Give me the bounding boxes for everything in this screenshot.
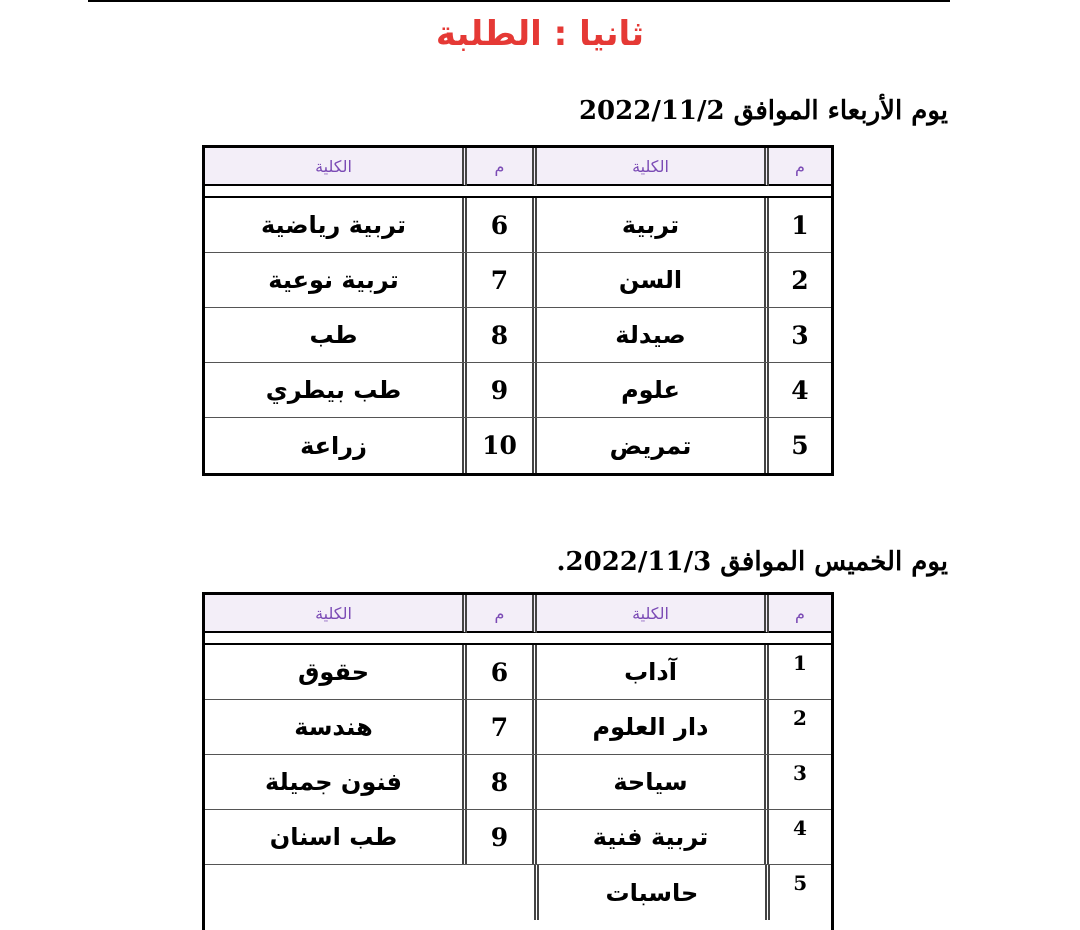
number-cell: 5 (791, 431, 809, 460)
college-cell: طب بيطري (205, 363, 467, 417)
number-cell: 10 (467, 418, 537, 473)
college-cell: سياحة (537, 755, 769, 809)
day1-heading: يوم الأربعاء الموافق 2022/11/2 (578, 96, 948, 126)
table-row (205, 865, 831, 920)
header-college-left: الكلية (205, 595, 467, 633)
college-cell: حاسبات (539, 865, 769, 920)
header-college-right: الكلية (537, 148, 769, 186)
header-m-left: م (467, 148, 537, 186)
table-row (205, 363, 831, 418)
header-college-right: الكلية (537, 595, 769, 633)
college-cell: تربية (537, 198, 769, 252)
number-cell: 3 (793, 761, 807, 785)
college-cell: فنون جميلة (205, 755, 467, 809)
table-row (205, 645, 831, 700)
number-cell: 6 (467, 645, 537, 699)
table-row (205, 198, 831, 253)
college-cell: طب اسنان (205, 810, 467, 864)
table-day2 (202, 592, 834, 930)
college-cell: تربية نوعية (205, 253, 467, 307)
college-cell: السن (537, 253, 769, 307)
college-cell: تربية رياضية (205, 198, 467, 252)
number-cell: 7 (467, 700, 537, 754)
header-m-right: م (769, 148, 831, 186)
number-cell: 6 (467, 198, 537, 252)
number-cell: 1 (793, 651, 807, 675)
college-cell: طب (205, 308, 467, 362)
table-row (205, 700, 831, 755)
college-cell: هندسة (205, 700, 467, 754)
table-day1 (202, 145, 834, 476)
number-cell: 8 (467, 308, 537, 362)
table-row (205, 308, 831, 363)
empty-merged-cell (205, 865, 539, 920)
header-m-right: م (769, 595, 831, 633)
college-cell: تمريض (537, 418, 769, 473)
college-cell: علوم (537, 363, 769, 417)
table-row (205, 253, 831, 308)
college-cell: زراعة (205, 418, 467, 473)
number-cell: 2 (793, 706, 807, 730)
number-cell: 4 (791, 375, 809, 405)
day2-heading: يوم الخميس الموافق 2022/11/3. (556, 547, 948, 577)
top-rule (88, 0, 950, 2)
table-header (205, 595, 831, 645)
table-header (205, 148, 831, 198)
table-row (205, 755, 831, 810)
college-cell: آداب (537, 645, 769, 699)
college-cell: تربية فنية (537, 810, 769, 864)
college-cell: حقوق (205, 645, 467, 699)
college-cell: دار العلوم (537, 700, 769, 754)
number-cell: 4 (793, 816, 807, 840)
number-cell: 2 (791, 265, 809, 295)
number-cell: 9 (467, 810, 537, 864)
header-college-left: الكلية (205, 148, 467, 186)
number-cell: 8 (467, 755, 537, 809)
section-title: ثانيا : الطلبة (435, 14, 645, 54)
number-cell: 5 (793, 871, 808, 895)
number-cell: 7 (467, 253, 537, 307)
table-row (205, 418, 831, 473)
number-cell: 9 (467, 363, 537, 417)
header-m-left: م (467, 595, 537, 633)
number-cell: 3 (791, 320, 809, 350)
college-cell: صيدلة (537, 308, 769, 362)
table-row (205, 810, 831, 865)
number-cell: 1 (791, 210, 809, 240)
